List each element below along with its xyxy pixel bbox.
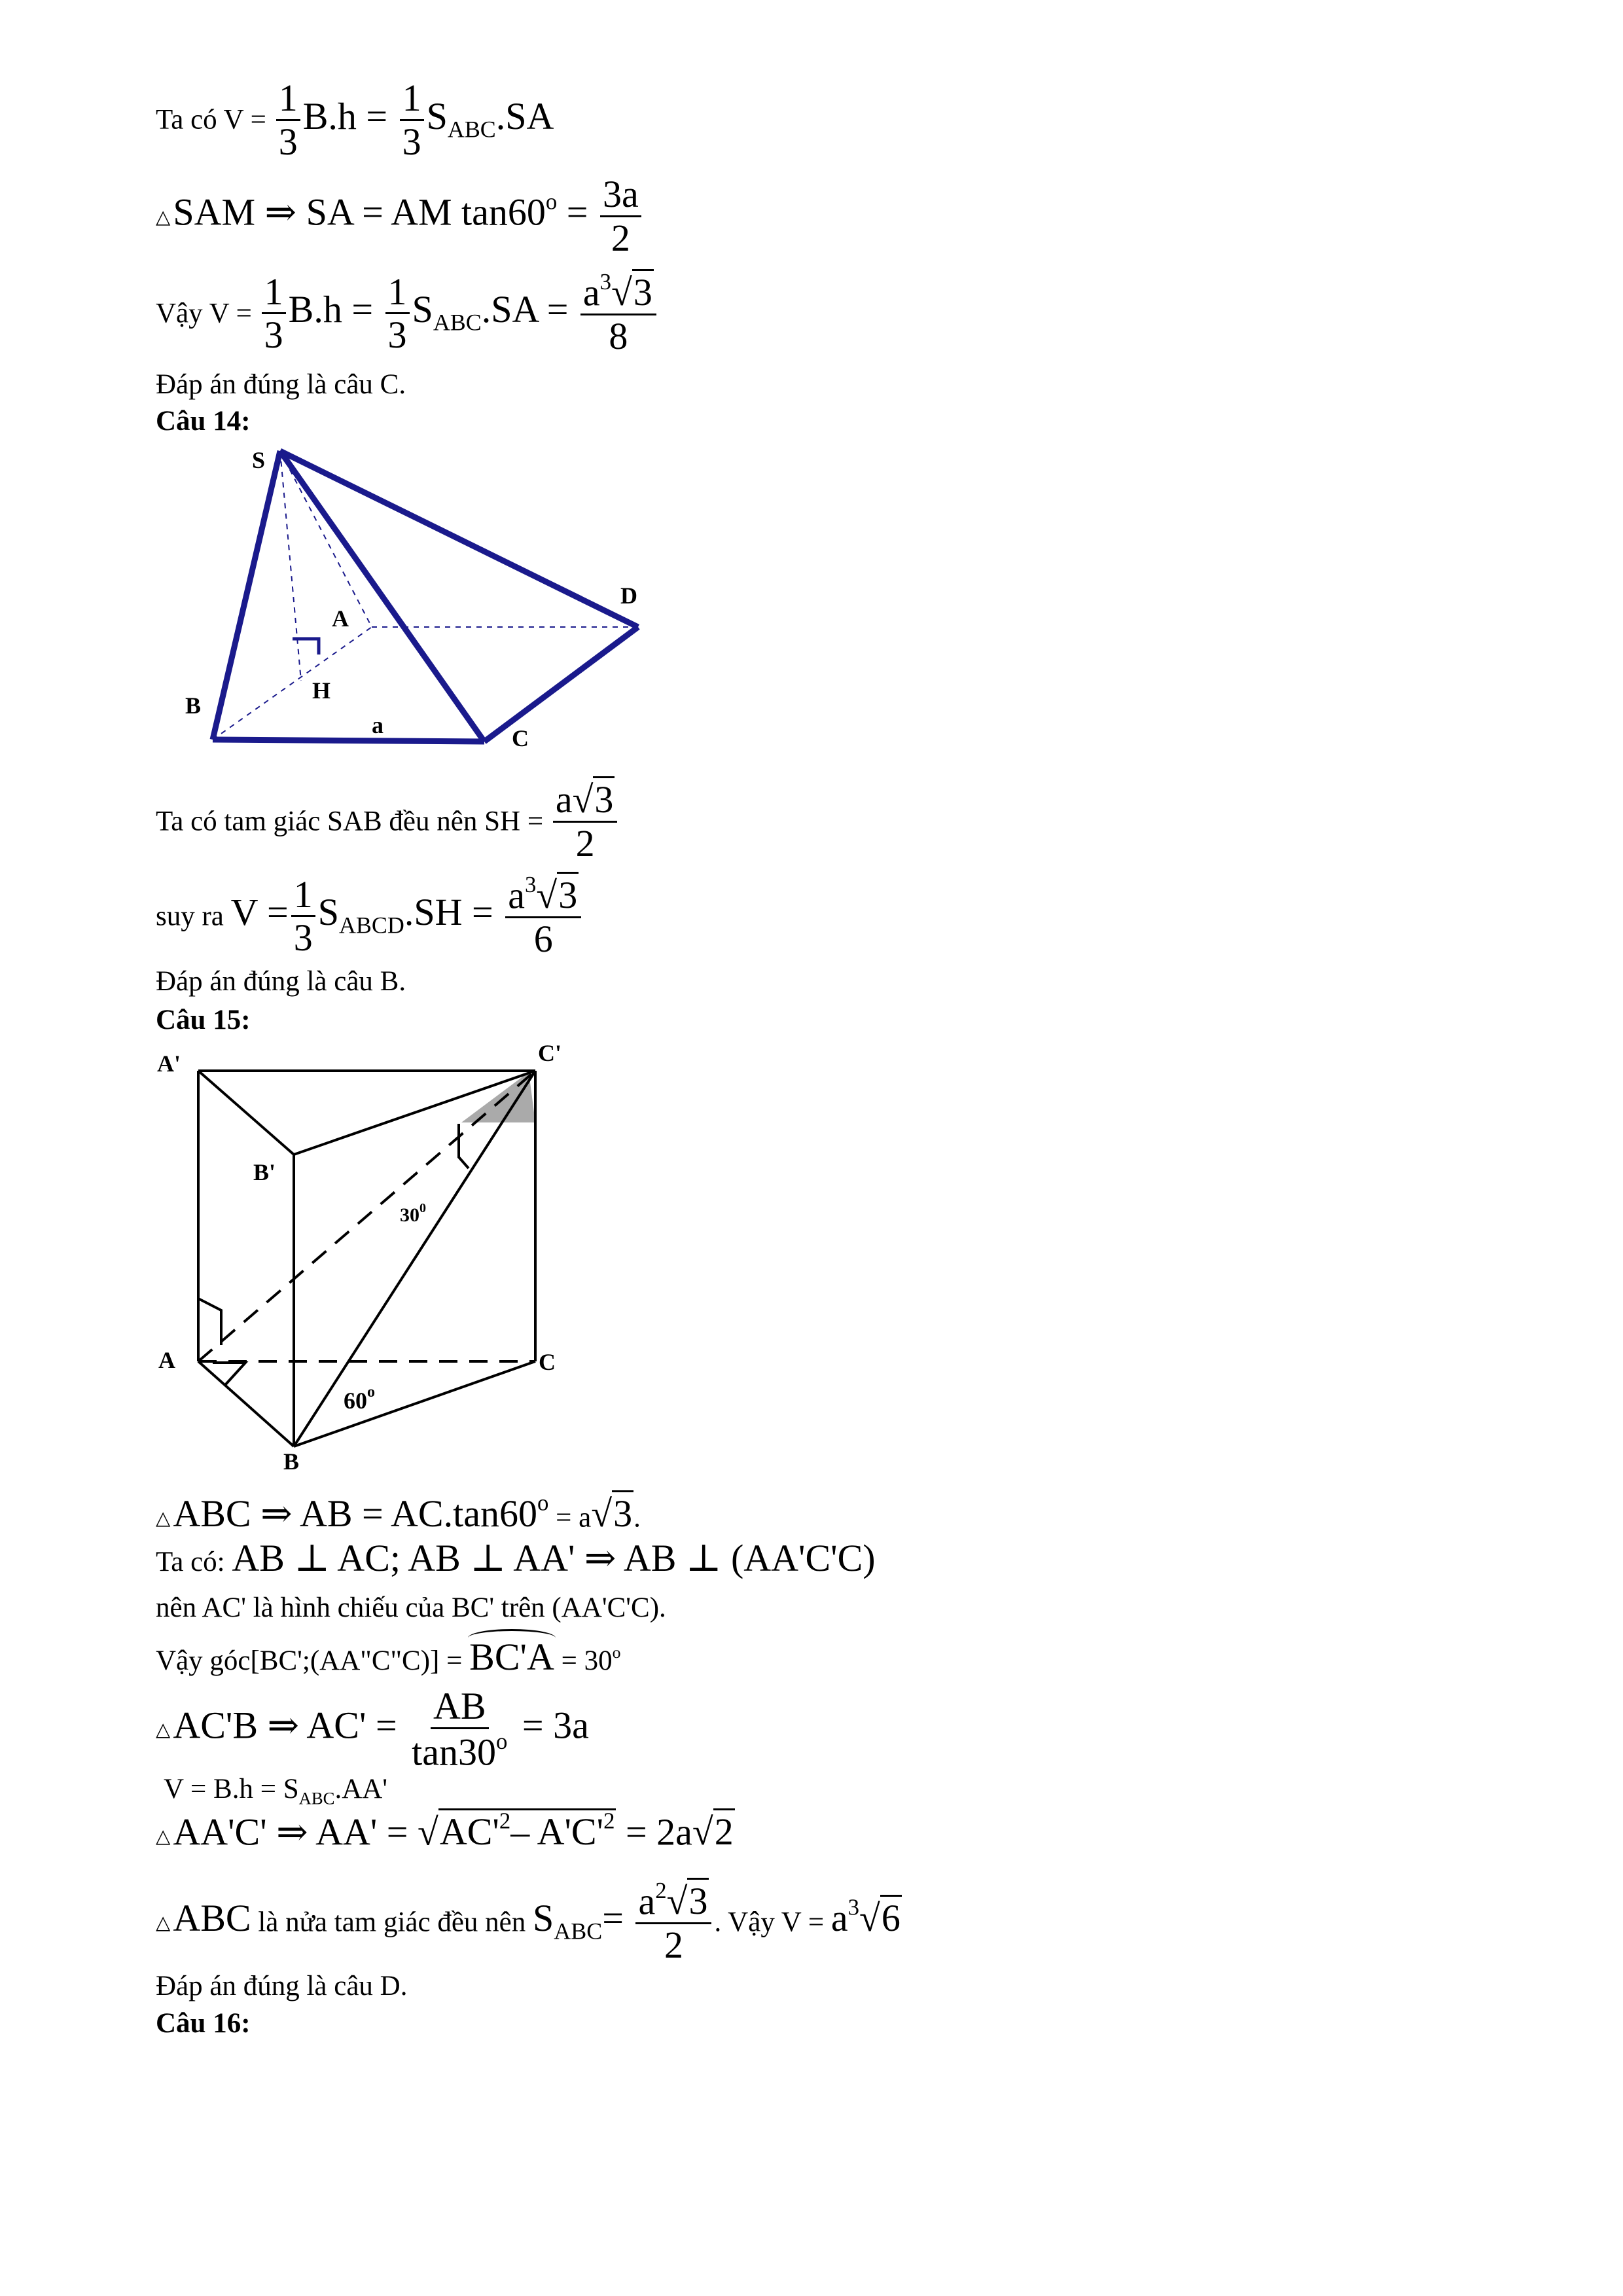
formula-aa-prime: △AA'C' ⇒ $AA' = √AC'^2-$ $A'C'^2 = 2a√2$ xyxy=(156,1808,734,1854)
question-14-heading: Câu 14: xyxy=(156,406,251,437)
formula-volume-result-1: Vậy V = $\frac{1}{3}$ B.h = $\frac{1}{3}$ $S_{ABC}.SA$ = $\frac{a^3√3}{8}$ xyxy=(156,270,659,357)
answer-d: Đáp án đúng là câu D. xyxy=(156,1971,408,2001)
label-b-prime: B' xyxy=(253,1159,276,1185)
label-a: A xyxy=(332,605,349,632)
label-c: C xyxy=(539,1349,556,1375)
formula-volume-2: suy ra V = $\frac{1}{3}$ $S_{ABCD}.SH$ = $\frac{a^3√3}{6}$ xyxy=(156,872,584,960)
question-16-heading: Câu 16: xyxy=(156,2008,251,2039)
label-angle-30: $30^0$ xyxy=(400,1201,426,1226)
formula-triangle-sam: △SAM ⇒ SA = AM tan60$^o$ = $\frac{3a}{2}$ xyxy=(156,173,644,259)
label-b: B xyxy=(283,1448,300,1475)
label-a-prime: A' xyxy=(157,1050,181,1077)
formula-area-abc: △ABC là nửa tam giác đều nên $S_{ABC}=$ $\frac{a^2√3}{2}$ . Vậy $V = a^3√6$ xyxy=(156,1878,901,1967)
formula-volume-1: Ta có V = $\frac{1}{3}$ B.h = $\frac{1}{3}$ $S_{ABC}.SA$ xyxy=(156,77,554,163)
question-15-heading: Câu 15: xyxy=(156,1005,251,1035)
label-c: C xyxy=(512,725,529,751)
label-d: D xyxy=(620,583,637,609)
label-a-edge: a xyxy=(372,712,383,738)
label-s: S xyxy=(252,447,266,473)
formula-v-bh: $V = B.h = S_{ABC}.AA'$ xyxy=(164,1774,388,1808)
label-angle-60: 60$^o$ xyxy=(344,1384,375,1414)
formula-ab: △ABC ⇒ AB = $AC.\tan 60^o = a√3$. xyxy=(156,1490,641,1535)
label-a: A xyxy=(158,1347,175,1373)
label-h: H xyxy=(312,677,331,704)
label-c-prime: C' xyxy=(538,1040,562,1066)
answer-b: Đáp án đúng là câu B. xyxy=(156,966,406,997)
formula-angle: Vậy góc[BC';(AA"C"C)] = $BC'A = 30^o$ xyxy=(156,1636,621,1678)
label-b: B xyxy=(185,692,202,719)
formula-perpendicular: Ta có: AB ⊥ AC; AB ⊥ AA' ⇒ AB ⊥ (AA'C'C) xyxy=(156,1537,876,1579)
answer-c: Đáp án đúng là câu C. xyxy=(156,369,406,400)
projection-note: nên AC' là hình chiếu của BC' trên (AA'C'C). xyxy=(156,1592,666,1623)
formula-ac-prime: △AC'B ⇒ AC' = $\frac{AB}{\tan 30^o}$ = 3a xyxy=(156,1685,589,1774)
formula-sh: Ta có tam giác SAB đều nên SH = $\frac{a√3}{2}$ xyxy=(156,779,620,865)
